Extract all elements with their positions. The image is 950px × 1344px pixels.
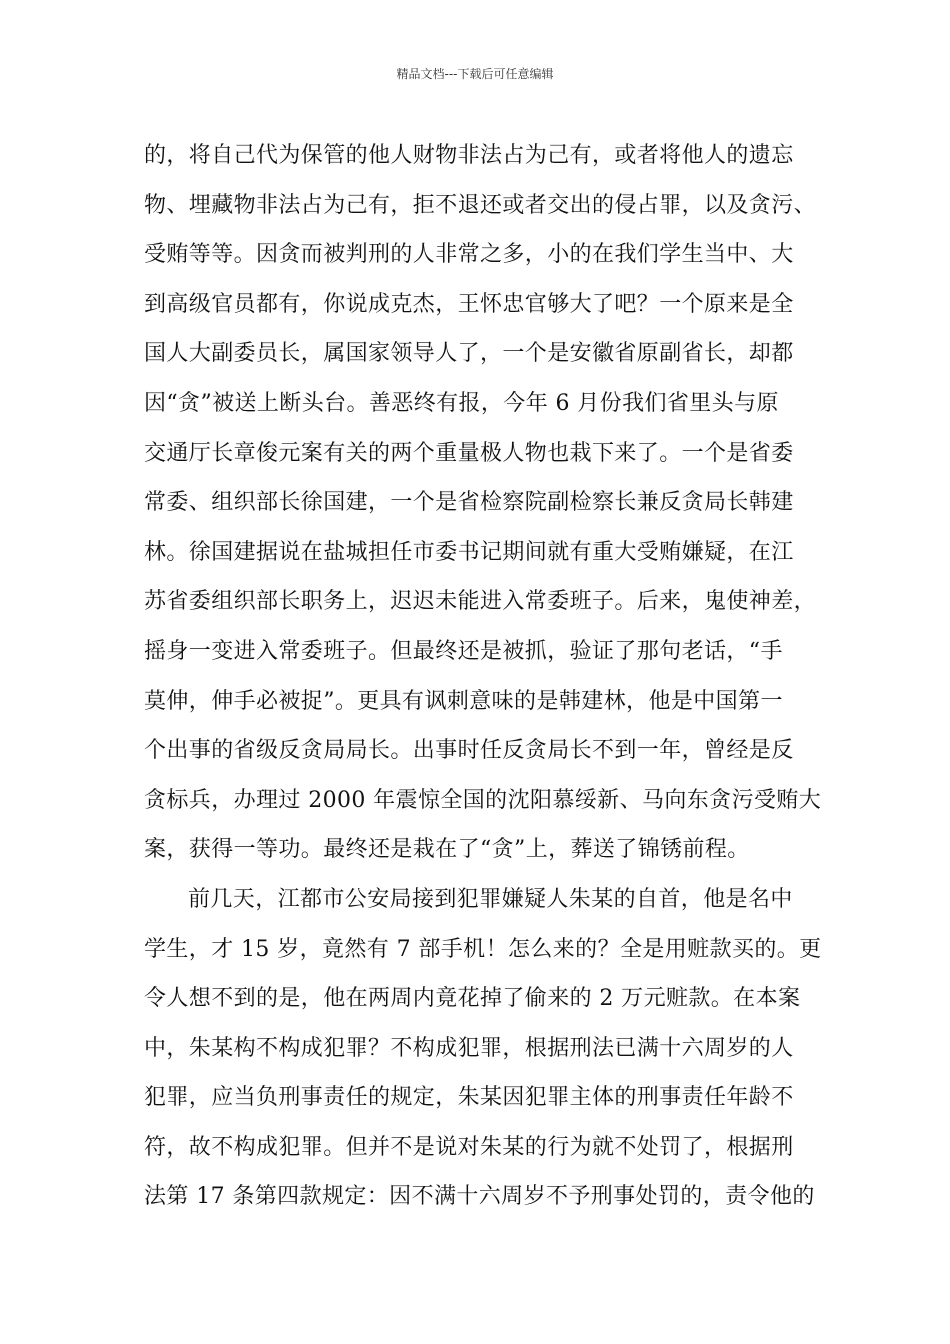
text-line: 国人大副委员长，属国家领导人了，一个是安徽省原副省长，却都 [144, 341, 794, 367]
text-line: 犯罪，应当负刑事责任的规定，朱某因犯罪主体的刑事责任年龄不 [144, 1085, 794, 1111]
text-line: 贪标兵，办理过 2000 年震惊全国的沈阳慕绥新、马向东贪污受贿大 [144, 787, 822, 813]
text-line: 中，朱某构不构成犯罪？不构成犯罪，根据刑法已满十六周岁的人 [144, 1035, 794, 1061]
text-line: 摇身一变进入常委班子。但最终还是被抓，验证了那句老话，“手 [144, 638, 783, 664]
text-line: 令人想不到的是，他在两周内竟花掉了偷来的 2 万元赃款。在本案 [144, 986, 801, 1012]
text-line: 常委、组织部长徐国建，一个是省检察院副检察长兼反贪局长韩建 [144, 490, 794, 516]
page-header: 精品文档---下载后可任意编辑 [396, 67, 554, 81]
text-line: 物、埋藏物非法占为己有，拒不退还或者交出的侵占罪，以及贪污、 [144, 192, 817, 218]
document-body [144, 131, 822, 1222]
text-line: 案，获得一等功。最终还是栽在了“贪”上，葬送了锦锈前程。 [144, 837, 750, 863]
text-line: 林。徐国建据说在盐城担任市委书记期间就有重大受贿嫌疑，在江 [144, 539, 794, 565]
text-line: 受贿等等。因贪而被判刑的人非常之多，小的在我们学生当中、大 [144, 242, 794, 268]
text-line: 符，故不构成犯罪。但并不是说对朱某的行为就不处罚了，根据刑 [144, 1134, 794, 1160]
text-line: 法第 17 条第四款规定：因不满十六周岁不予刑事处罚的，责令他的 [144, 1184, 815, 1210]
text-line: 的，将自己代为保管的他人财物非法占为己有，或者将他人的遗忘 [144, 143, 794, 168]
text-line: 莫伸，伸手必被捉”。更具有讽刺意味的是韩建林，他是中国第一 [144, 688, 783, 714]
text-line: 因“贪”被送上断头台。善恶终有报，今年 6 月份我们省里头与原 [144, 390, 779, 416]
text-line: 苏省委组织部长职务上，迟迟未能进入常委班子。后来，鬼使神差， [144, 589, 817, 615]
text-line: 个出事的省级反贪局局长。出事时任反贪局长不到一年，曾经是反 [144, 738, 794, 764]
text-line: 学生，才 15 岁，竟然有 7 部手机！怎么来的？全是用赃款买的。更 [144, 936, 822, 962]
paragraph-first-line: 前几天，江都市公安局接到犯罪嫌疑人朱某的自首，他是名中 [188, 886, 793, 912]
text-line: 到高级官员都有，你说成克杰，王怀忠官够大了吧？一个原来是全 [144, 291, 794, 317]
text-line: 交通厅长章俊元案有关的两个重量极人物也栽下来了。一个是省委 [144, 440, 794, 466]
